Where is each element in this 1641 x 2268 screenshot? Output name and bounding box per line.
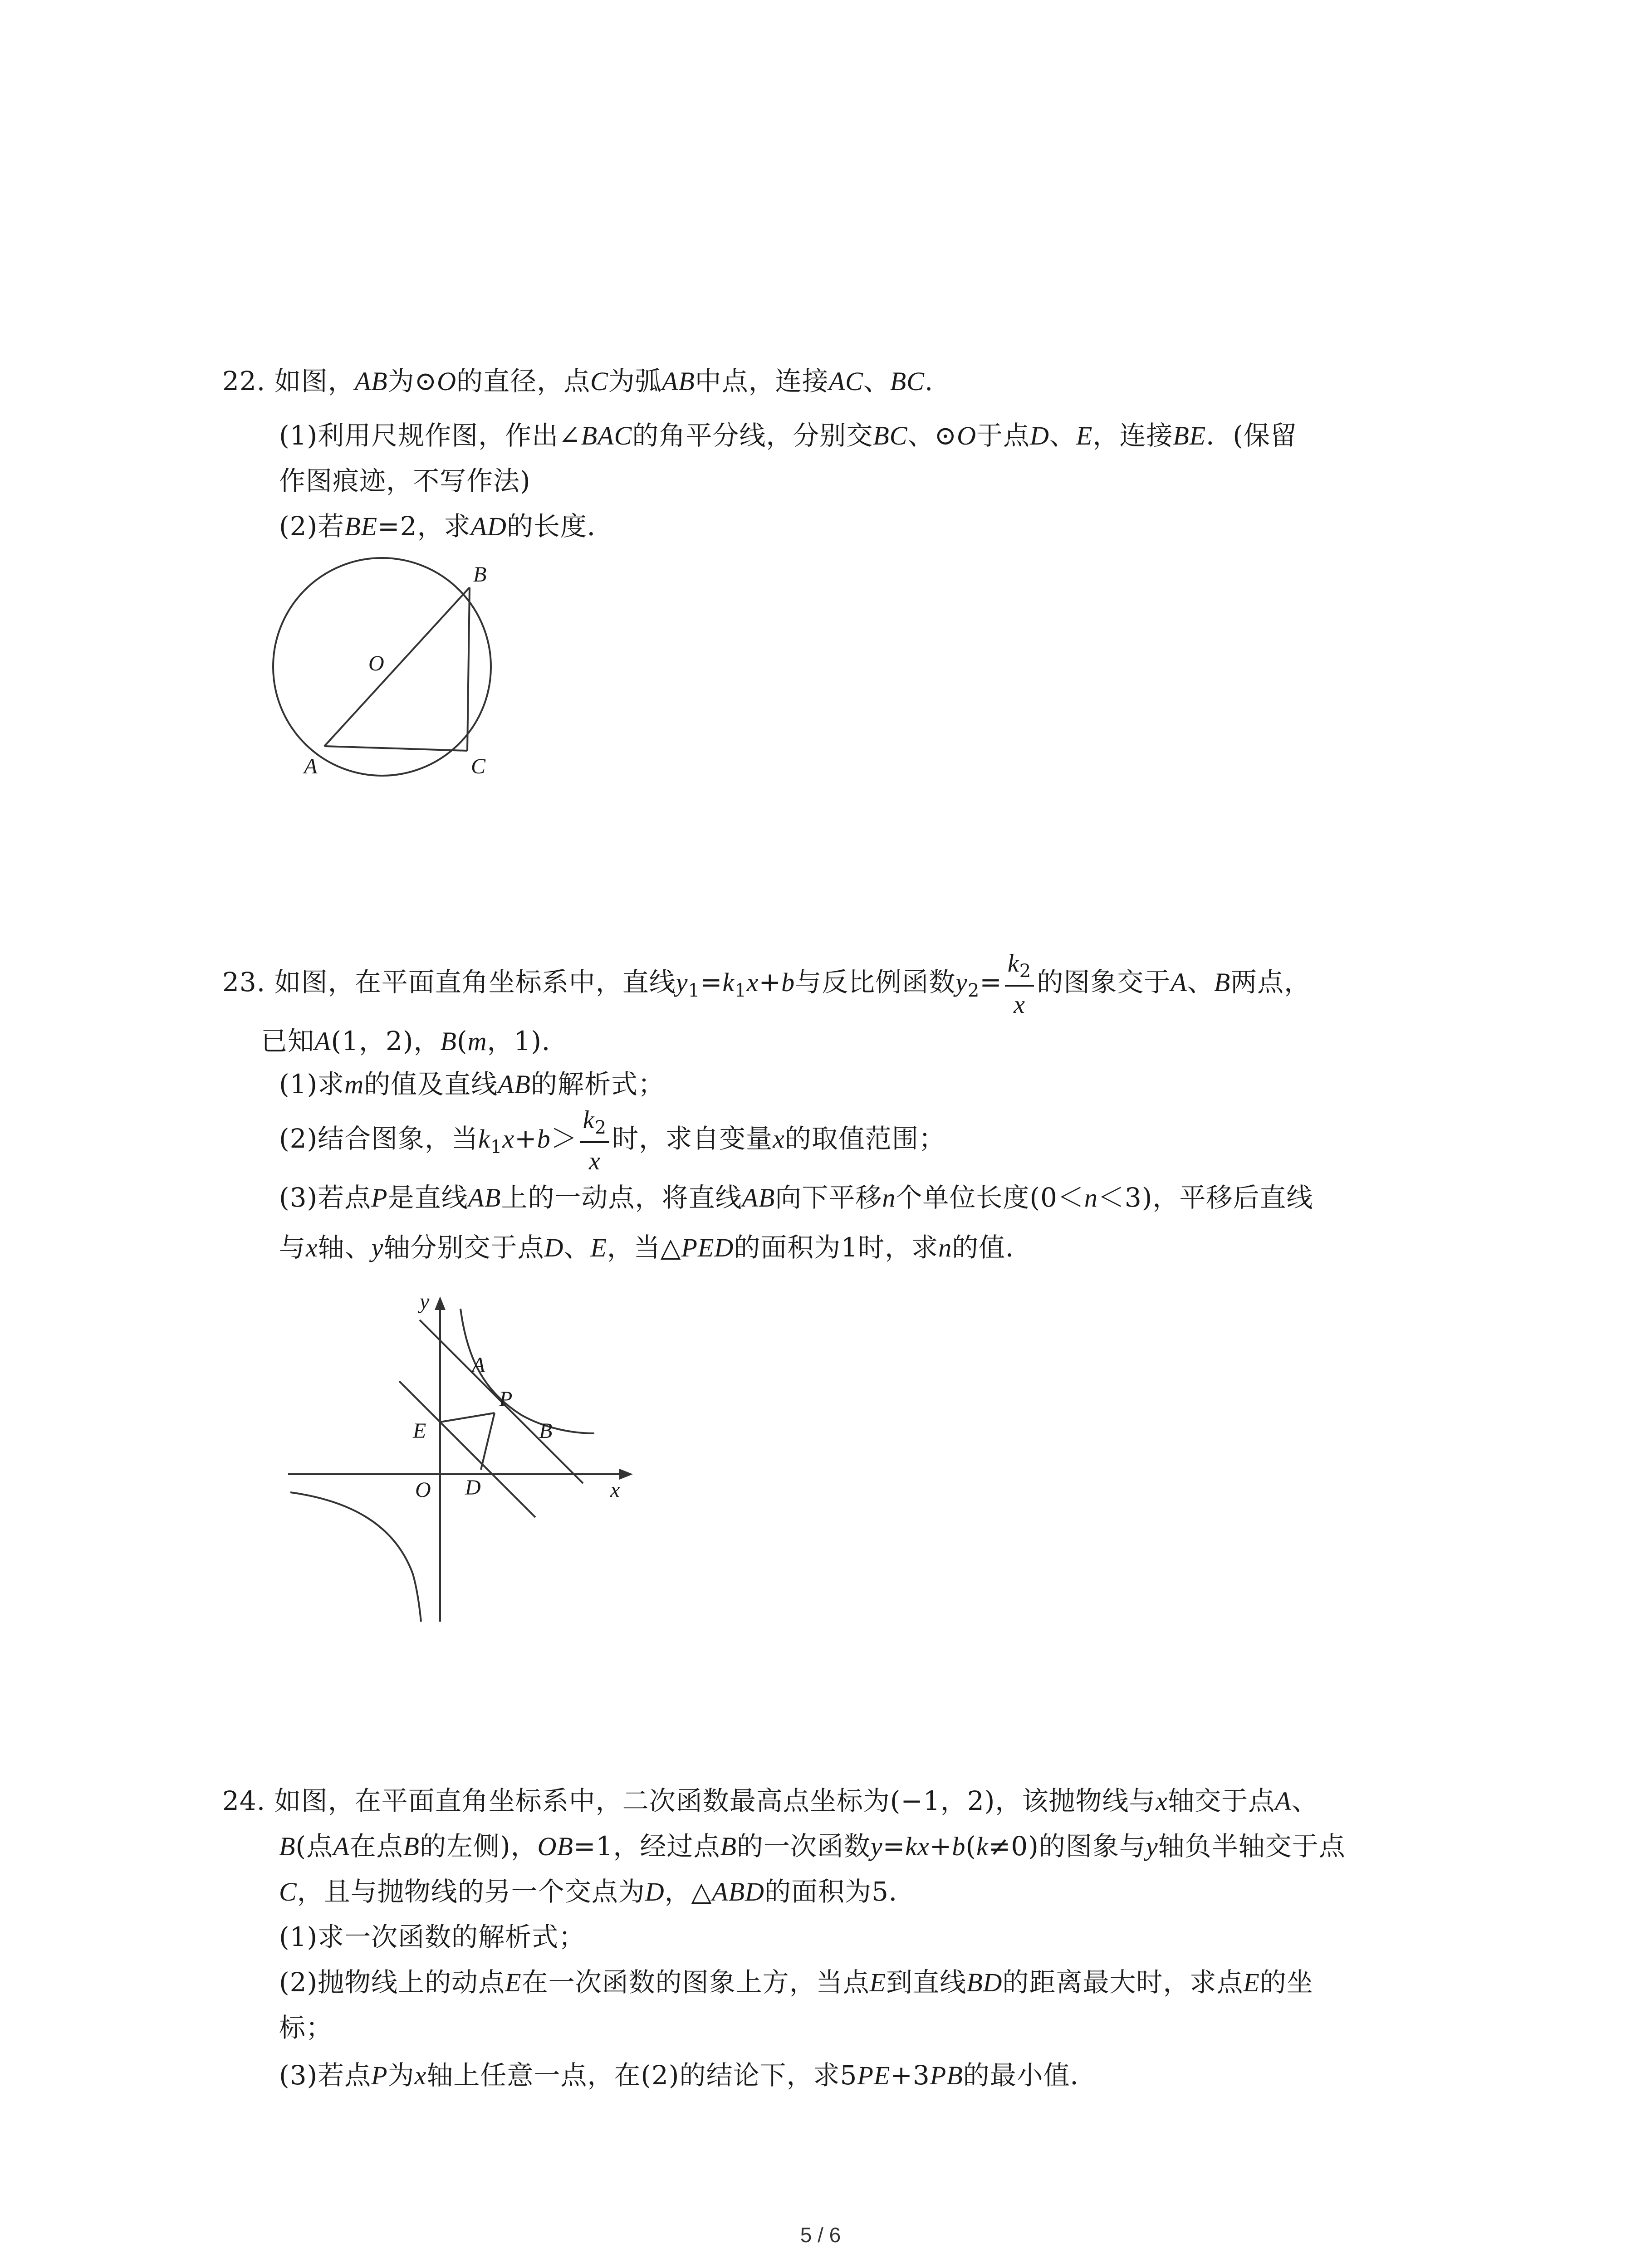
q24-part2: (2)抛物线上的动点E在一次函数的图象上方，当点E到直线BD的距离最大时，求点E的坐 [279,1967,1313,1998]
q22-number: 22. [222,366,266,396]
q22-part1-cont: 作图痕迹，不写作法) [279,465,531,496]
q23-part3: (3)若点P是直线AB上的一动点，将直线AB向下平移n个单位长度(0＜n＜3)，平移后直线 [279,1182,1313,1213]
q24-number: 24. [222,1785,266,1816]
diameter-ab [324,587,470,746]
q23-given: 已知A(1，2)，B(m，1)． [261,1026,569,1056]
label-o: O [368,651,384,675]
label-x: x [610,1478,620,1502]
q22-stem: 22. 如图，AB为⊙O的直径，点C为弧AB中点，连接AC、BC. [222,366,934,396]
q23-coordinate-figure [281,1284,644,1630]
label-c: C [471,754,486,778]
q23-part2: (2)结合图象，当$k_1x+b>$ $\frac{k_2}{x}$ 时，求自变量x的取值范围； [279,1106,945,1176]
chord-ac [324,746,467,751]
chord-bc [467,587,470,751]
label-p: P [499,1387,513,1411]
label-a: A [472,1353,485,1377]
q22-part1: (1)利用尺规作图，作出∠BAC的角平分线，分别交BC、⊙O于点D、E，连接BE．(保留 [279,420,1297,451]
q24-part1: (1)求一次函数的解析式； [279,1921,586,1952]
q23-stem: 23. 如图，在平面直角坐标系中，直线$y_1=k_1x+b$与反比例函数$y_2=$ $\frac{k_2}{x}$ 的图象交于A、B两点， [222,949,1311,1019]
q23-number: 23. [222,967,266,997]
label-y: y [420,1290,430,1314]
segment-ep [440,1413,495,1422]
q23-part1: (1)求m的值及直线AB的解析式； [279,1069,665,1100]
label-b: B [473,562,487,587]
label-a: A [304,754,318,778]
x-axis-arrow [619,1469,633,1480]
label-d: D [465,1476,481,1500]
q24-line1: 24. 如图，在平面直角坐标系中，二次函数最高点坐标为(−1，2)，该抛物线与x轴交于点A、 [222,1785,1318,1816]
q23-part3-cont: 与x轴、y轴分别交于点D、E，当△PED的面积为1时，求n的值． [279,1232,1033,1263]
q22-part2: (2)若BE=2，求AD的长度． [279,511,614,542]
fraction-k2-over-x: $\frac{k_2}{x}$ [1005,951,1034,1017]
q24-part2-cont: 标； [279,2012,333,2043]
q22-circle-figure [272,553,526,791]
y-axis-arrow [435,1296,446,1310]
label-e: E [413,1419,426,1443]
page-number: 5 / 6 [800,2223,841,2247]
segment-pd [481,1413,495,1470]
label-b: B [539,1419,553,1443]
q24-line3: C，且与抛物线的另一个交点为D，△ABD的面积为5． [279,1876,916,1907]
fraction-k2-over-x-2: $\frac{k_2}{x}$ [580,1107,609,1174]
label-o: O [415,1478,431,1502]
hyperbola-branch-q3 [290,1492,421,1622]
q24-line2: B(点A在点B的左侧)，OB=1，经过点B的一次函数y=kx+b(k≠0)的图象与y轴负半轴交于点 [279,1831,1346,1862]
q24-part3: (3)若点P为x轴上任意一点，在(2)的结论下，求5PE+3PB的最小值． [279,2060,1097,2091]
